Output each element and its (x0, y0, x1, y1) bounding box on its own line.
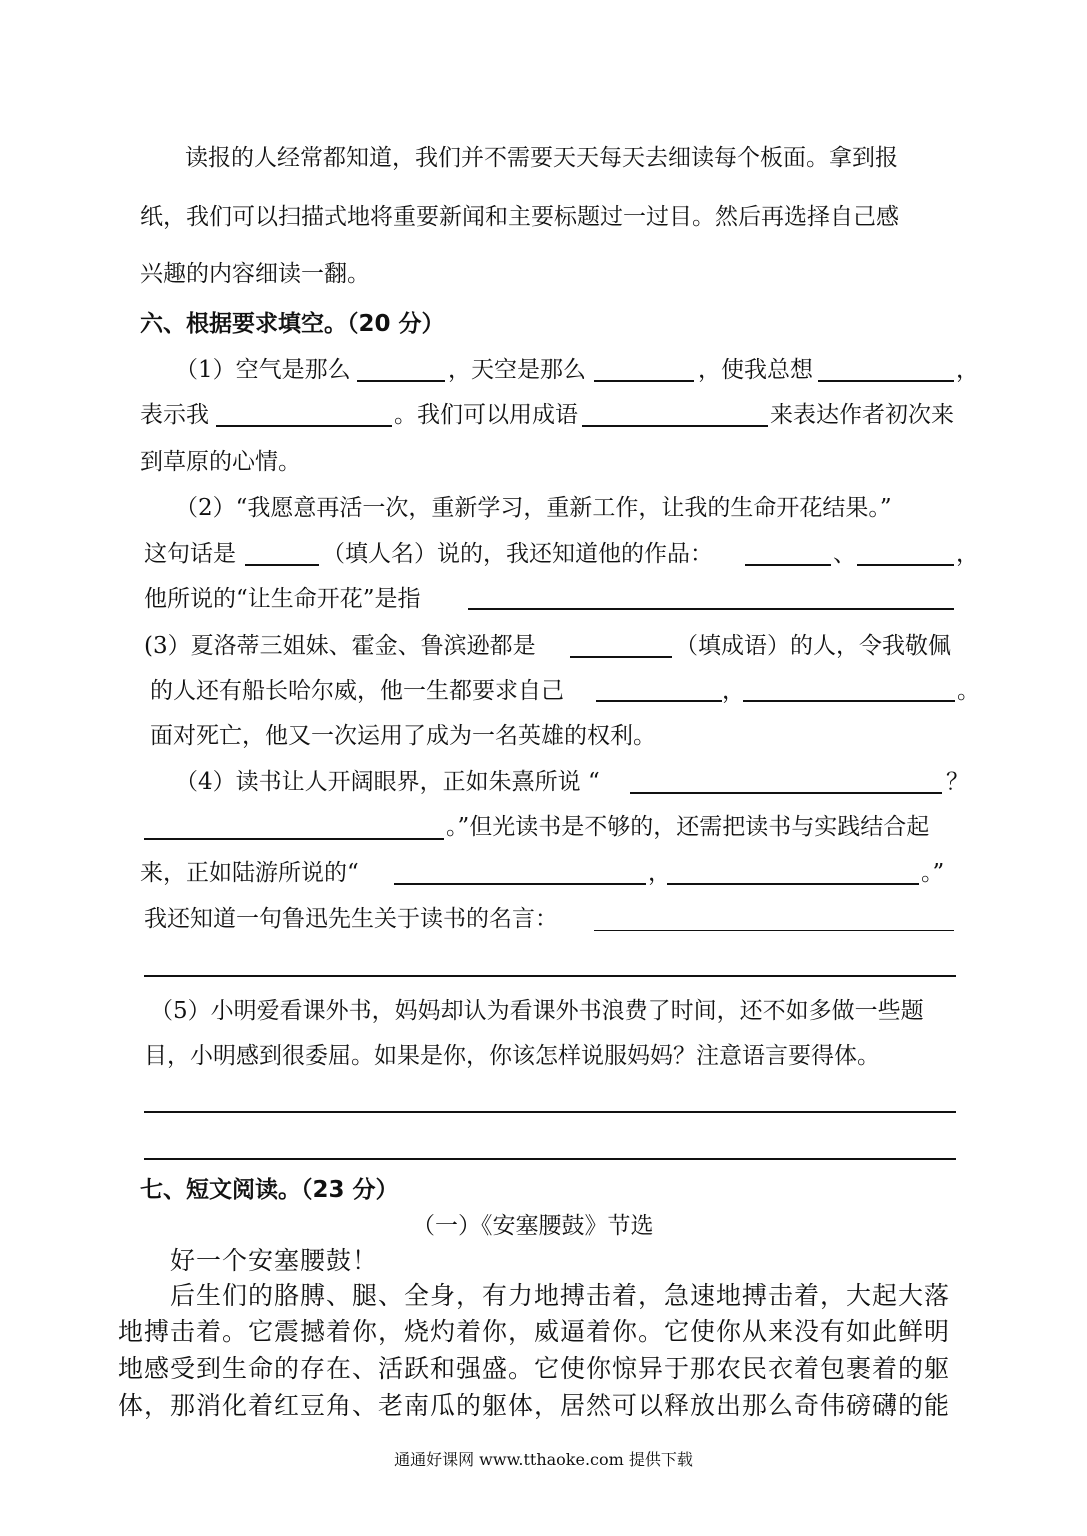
q5-answer-line-2[interactable] (144, 1158, 956, 1160)
footer-credit: 通通好课网 www.tthaoke.com 提供下载 (394, 1450, 693, 1469)
q4-blank-1[interactable] (630, 792, 942, 794)
q1-text-e: 表示我 (140, 402, 209, 428)
q4-blank-2[interactable] (144, 838, 444, 840)
q4-text-g: 我还知道一句鲁迅先生关于读书的名言： (144, 906, 558, 932)
q2-blank-work-2[interactable] (857, 564, 954, 566)
q2-text-b: 这句话是 (144, 541, 236, 567)
q5-text-a: （5）小明爱看课外书，妈妈却认为看课外书浪费了时间，还不如多做一些题 (150, 998, 924, 1024)
q1-text-h: 到草原的心情。 (140, 449, 301, 475)
section-7-heading: 七、短文阅读。（23 分） (140, 1177, 399, 1203)
q1-blank-4[interactable] (216, 425, 392, 427)
passage-line-5: 体，那消化着红豆角、老南瓜的躯体，居然可以释放出那么奇伟磅礴的能 (118, 1391, 951, 1420)
passage-line-2: 后生们的胳膊、腿、全身，有力地搏击着，急速地搏击着，大起大落 (170, 1281, 951, 1310)
q2-text-d: 、 (833, 541, 856, 567)
q3-text-c: 的人还有船长哈尔威，他一生都要求自己 (150, 678, 564, 704)
q1-blank-3[interactable] (818, 380, 954, 382)
q1-text-f: 。我们可以用成语 (394, 402, 578, 428)
q4-text-a: （4）读书让人开阔眼界，正如朱熹所说 “ (175, 769, 600, 795)
q2-quote: （2）“我愿意再活一次，重新学习，重新工作，让我的生命开花结果。” (175, 495, 892, 521)
q3-text-f: 面对死亡，他又一次运用了成为一名英雄的权利。 (150, 723, 656, 749)
q1-blank-2[interactable] (594, 380, 694, 382)
q4-blank-6[interactable] (144, 975, 956, 977)
intro-line-2: 纸，我们可以扫描式地将重要新闻和主要标题过一过目。然后再选择自己感 (140, 204, 899, 230)
section-6-heading: 六、根据要求填空。（20 分） (140, 311, 445, 337)
q1-text-c: ，使我总想 (698, 357, 813, 383)
q1-text-b: ，天空是那么 (448, 357, 586, 383)
q1-text-d: ， (956, 357, 979, 383)
q5-text-b: 目，小明感到很委屈。如果是你，你该怎样说服妈妈？注意语言要得体。 (144, 1043, 880, 1069)
q4-blank-3[interactable] (394, 883, 646, 885)
q1-text-a: （1）空气是那么 (175, 357, 351, 383)
passage-line-3: 地搏击着。它震撼着你，烧灼着你，威逼着你。它使你从来没有如此鲜明 (118, 1317, 951, 1346)
q3-blank-2[interactable] (743, 700, 955, 702)
q3-text-d: ， (722, 678, 745, 704)
q5-answer-line-1[interactable] (144, 1111, 956, 1113)
intro-line-3: 兴趣的内容细读一翻。 (140, 261, 370, 287)
q3-text-a: (3）夏洛蒂三姐妹、霍金、鲁滨逊都是 (144, 633, 536, 659)
intro-line-1: 读报的人经常都知道，我们并不需要天天每天去细读每个板面。拿到报 (185, 145, 898, 171)
q4-text-c: 。”但光读书是不够的，还需把读书与实践结合起 (446, 814, 930, 840)
q3-text-b: （填成语）的人，令我敬佩 (675, 633, 951, 659)
q4-text-f: 。” (921, 860, 945, 886)
q4-blank-4[interactable] (667, 883, 919, 885)
q4-blank-5[interactable] (594, 930, 954, 931)
q3-text-e: 。 (957, 678, 980, 704)
q1-text-g: 来表达作者初次来 (770, 402, 954, 428)
q4-text-e: ， (648, 860, 671, 886)
q3-blank-idiom[interactable] (570, 656, 672, 658)
q2-text-f: 他所说的“让生命开花”是指 (144, 586, 421, 612)
q2-text-e: ， (956, 541, 979, 567)
q4-text-d: 来，正如陆游所说的“ (140, 860, 359, 886)
section-7-subtitle: （一）《安塞腰鼓》节选 (412, 1213, 654, 1239)
passage-line-1: 好一个安塞腰鼓！ (170, 1246, 379, 1275)
q2-blank-work-1[interactable] (745, 564, 831, 566)
q4-text-b: ？ (946, 769, 969, 795)
q2-blank-meaning[interactable] (468, 608, 954, 610)
passage-line-4: 地感受到生命的存在、活跃和强盛。它使你惊异于那农民衣着包裹着的躯 (118, 1354, 951, 1383)
q1-blank-idiom[interactable] (582, 425, 768, 427)
q2-text-c: （填人名）说的，我还知道他的作品： (322, 541, 713, 567)
q3-blank-1[interactable] (596, 700, 722, 702)
q1-blank-1[interactable] (357, 380, 445, 382)
q2-blank-name[interactable] (245, 564, 319, 566)
